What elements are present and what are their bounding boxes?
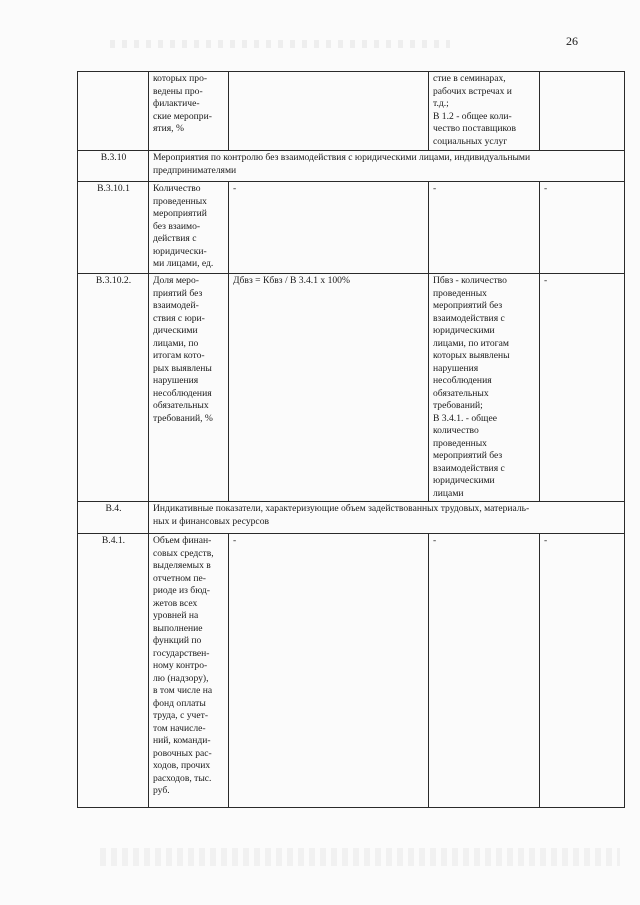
indicator-name: которых про- ведены про- филактиче- ские меропри- ятия, %: [149, 72, 229, 151]
section-title: Индикативные показатели, характеризующие объем задействованных трудовых, материаль- ных и финансовых ресурсов: [149, 502, 625, 534]
section-code: В.4.: [78, 502, 149, 534]
formula-cell: Дбвз = Кбвз / В 3.4.1 х 100%: [229, 274, 429, 502]
extra-cell: -: [540, 274, 625, 502]
row-code: В.3.10.2.: [78, 274, 149, 502]
table-row: [78, 534, 625, 808]
page-number: 26: [566, 34, 578, 48]
formula-cell: -: [229, 534, 429, 808]
extra-cell: [540, 72, 625, 151]
comment-cell: Пбвз - количество проведенных мероприятий без взаимодействия с юридическими лицами, по итогам которых выявлены нарушения несоблюдения обязательных требований; В 3.4.1. - общее количество проведенных мероприятий без взаимодействия с юридическими лицами: [429, 274, 540, 502]
section-title: Мероприятия по контролю без взаимодействия с юридическими лицами, индивидуальными предпринимателями: [149, 151, 625, 182]
extra-cell: -: [540, 182, 625, 274]
indicator-name: Доля меро- приятий без взаимодей- ствия с юри- дическими лицами, по итогам кото- рых выявлены нарушения несоблюдения обязательных требований, %: [149, 274, 229, 502]
row-code: В.4.1.: [78, 534, 149, 808]
formula-cell: [229, 72, 429, 151]
row-code: [78, 72, 149, 151]
indicator-name: Объем финан- совых средств, выделяемых в отчетном пе- риоде из бюд- жетов всех уровней на выполнение функций по государствен- ному контро- лю (надзору), в том числе на фонд оплаты труда, с учет- том начисле- ний, команди- ровочных рас- ходов, прочих расходов, тыс. руб.: [149, 534, 229, 808]
section-code: В.3.10: [78, 151, 149, 182]
section-row: [78, 502, 625, 534]
table-row: [78, 72, 625, 151]
section-row: [78, 151, 625, 182]
table-row: [78, 274, 625, 502]
comment-cell: стие в семинарах, рабочих встречах и т.д.; В 1.2 - общее коли- чество поставщиков социальных услуг: [429, 72, 540, 151]
indicators-table: [77, 71, 625, 808]
row-code: В.3.10.1: [78, 182, 149, 274]
scan-noise-bottom: [100, 848, 620, 866]
scan-noise-top: [110, 40, 450, 48]
indicator-name: Количество проведенных мероприятий без взаимо- действия с юридически- ми лицами, ед.: [149, 182, 229, 274]
comment-cell: -: [429, 534, 540, 808]
extra-cell: -: [540, 534, 625, 808]
comment-cell: -: [429, 182, 540, 274]
table-row: [78, 182, 625, 274]
formula-cell: -: [229, 182, 429, 274]
